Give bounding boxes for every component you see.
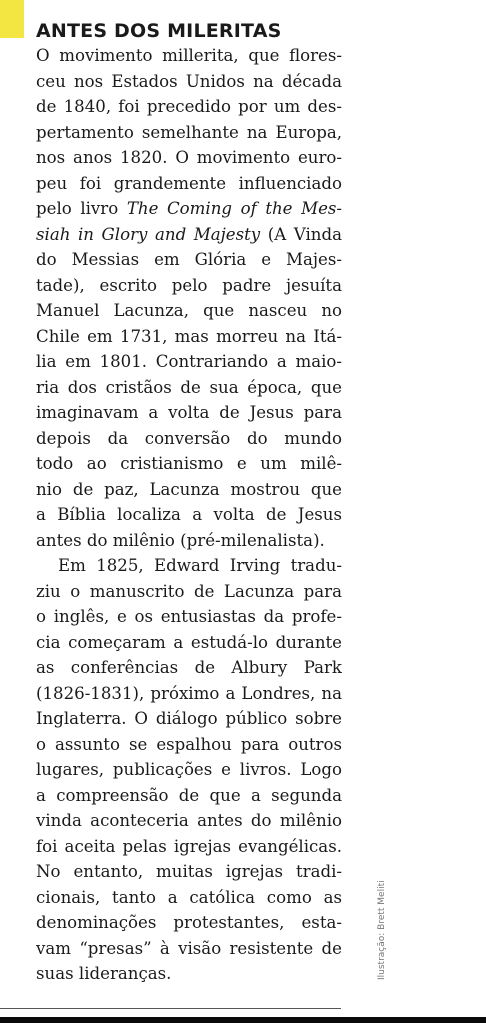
section-color-tab — [0, 0, 24, 38]
article-line: pelo livro The Coming of the Mes- — [36, 199, 343, 218]
page-bottom-bar — [0, 1017, 486, 1023]
article-line: denominações protestantes, esta- — [36, 913, 342, 932]
article-title: ANTES DOS MILERITAS — [36, 20, 282, 42]
article-line: cionais, tanto a católica como as — [36, 887, 342, 907]
article-line: imaginavam a volta de Jesus para — [36, 403, 342, 422]
article-line: lugares, publicações e livros. Logo — [36, 760, 342, 779]
article-line: Chile em 1731, mas morreu na Itá- — [36, 326, 342, 346]
bottom-rule — [0, 1008, 341, 1009]
article-line: nos anos 1820. O movimento euro- — [36, 148, 342, 167]
book-title-italic: The Coming of the Mes- — [126, 199, 343, 218]
article-line: tade), escrito pelo padre jesuíta — [36, 275, 342, 295]
article-line: o assunto se espalhou para outros — [36, 734, 342, 754]
article-line: Manuel Lacunza, que nasceu no — [36, 301, 342, 320]
article-line: cia começaram a estudá-lo durante — [36, 632, 342, 652]
illustration-credit: Ilustração: Brett Meliti — [377, 880, 387, 980]
book-title-italic: siah in Glory and Majesty — [36, 224, 261, 244]
article-line: Em 1825, Edward Irving tradu- — [58, 556, 342, 575]
article-line: de 1840, foi precedido por um des- — [36, 97, 342, 116]
article-line: vinda aconteceria antes do milênio — [36, 811, 342, 830]
article-line: a Bíblia localiza a volta de Jesus — [36, 505, 342, 524]
article-line: todo ao cristianismo e um milê- — [36, 454, 342, 473]
article-line: depois da conversão do mundo — [36, 428, 342, 448]
article-line: No entanto, muitas igrejas tradi- — [36, 862, 342, 881]
article-line: O movimento millerita, que flores- — [36, 46, 342, 65]
article-line: vam “presas” à visão resistente de — [36, 938, 342, 958]
article-line: suas lideranças. — [36, 964, 172, 983]
article-line: antes do milênio (pré-milenalista). — [36, 530, 325, 550]
article-line: peu foi grandemente influenciado — [36, 173, 342, 193]
article-line: Inglaterra. O diálogo público sobre — [36, 709, 342, 728]
article-line: as conferências de Albury Park — [36, 658, 342, 677]
article-line: (1826-1831), próximo a Londres, na — [36, 683, 342, 703]
article-body — [36, 43, 342, 987]
article-line: foi aceita pelas igrejas evangélicas. — [36, 836, 342, 856]
article-line: nio de paz, Lacunza mostrou que — [36, 479, 342, 499]
article-line: ceu nos Estados Unidos na década — [36, 71, 342, 91]
article-line: a compreensão de que a segunda — [36, 785, 342, 805]
article-line: do Messias em Glória e Majes- — [36, 250, 342, 269]
article-line: ziu o manuscrito de Lacunza para — [36, 581, 342, 601]
article-line: ria dos cristãos de sua época, que — [36, 377, 342, 397]
article-line: lia em 1801. Contrariando a maio- — [36, 352, 342, 371]
article-line: o inglês, e os entusiastas da profe- — [36, 607, 342, 626]
article-line: siah in Glory and Majesty (A Vinda — [36, 224, 342, 244]
article-line: pertamento semelhante na Europa, — [36, 122, 342, 142]
